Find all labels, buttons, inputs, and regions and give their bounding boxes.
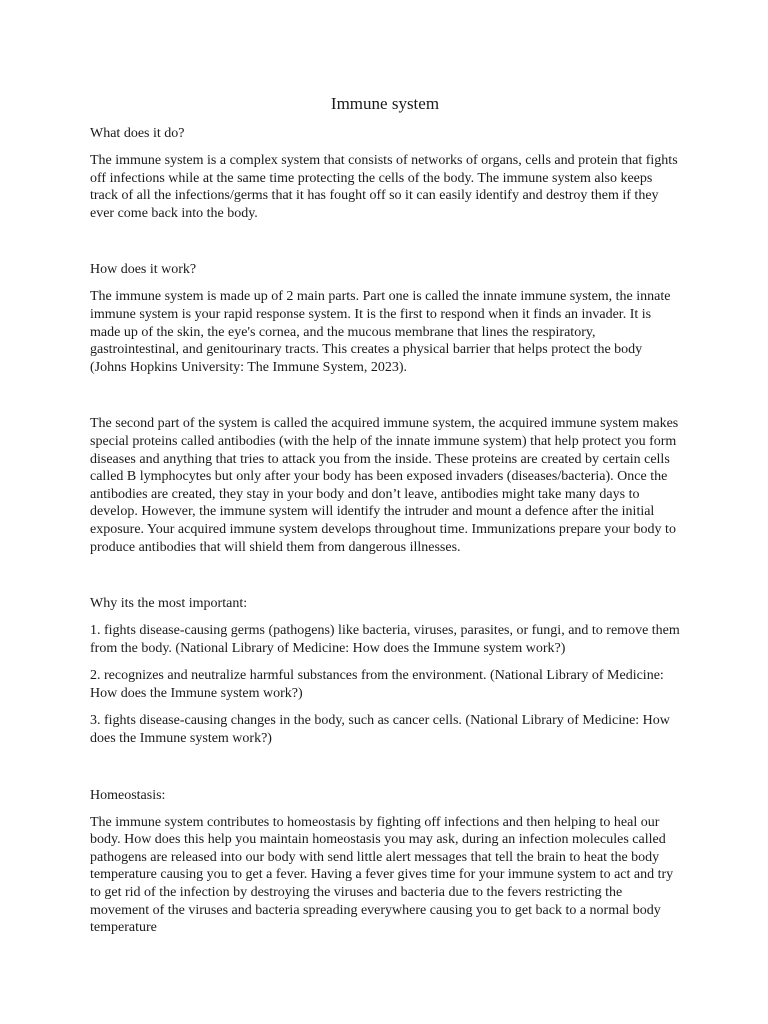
blank-line	[90, 758, 680, 787]
document-page	[90, 92, 680, 947]
paragraph-homeostasis: The immune system contributes to homeostasis by fighting off infections and then helping to heal our body. How does this help you maintain homeostasis you may ask, during an infection molecules called pathogens are released into our body with send little alert messages that tell the brain to heat the body temperature causing you to get a fever. Having a fever gives time for your immune system to act and try to get rid of the infection by destroying the viruses and bacteria due to the fevers restricting the movement of the viruses and bacteria spreading everywhere causing you to get back to a normal body temperature	[90, 814, 674, 936]
section-heading-what: What does it do?	[90, 126, 185, 141]
paragraph-how-acquired: The second part of the system is called the acquired immune system, the acquired immune system makes special proteins called antibodies (with the help of the innate immune system) that help protect you form diseases and anything that tries to attack you from the inside. These proteins are created by certain cells called B lymphocytes but only after your body has been exposed invaders (diseases/bacteria). Once the antibodies are created, they stay in your body and don’t leave, antibodies might take many days to develop. However, the immune system will identify the intruder and mount a defence after the initial exposure. Your acquired immune system develops throughout time. Immunizations prepare your body to produce antibodies that will shield them from dangerous illnesses.	[90, 416, 679, 555]
paragraph-what: The immune system is a complex system that consists of networks of organs, cells and protein that fights off infections while at the same time protecting the cells of the body. The immune system also keeps track of all the infections/germs that it has fought off so it can easily identify and destroy them if they ever come back into the body.	[90, 153, 678, 221]
blank-line	[90, 566, 680, 595]
section-heading-homeostasis: Homeostasis:	[90, 787, 166, 803]
section-heading-how: How does it work?	[90, 262, 197, 278]
blank-line	[90, 232, 680, 261]
document-title: Immune system	[330, 94, 440, 113]
importance-item-2: 2. recognizes and neutralize harmful substances from the environment. (National Library of Medicine: How does the Immune system work?)	[90, 668, 664, 701]
importance-item-1: 1. fights disease-causing germs (pathogens) like bacteria, viruses, parasites, or fungi, and to remove them from the body. (National Library of Medicine: How does the Immune system work?)	[90, 623, 680, 656]
blank-line	[90, 386, 680, 415]
section-heading-importance: Why its the most important:	[90, 596, 248, 612]
importance-item-3: 3. fights disease-causing changes in the body, such as cancer cells. (National Library of Medicine: How does the Immune system work?)	[90, 713, 670, 747]
paragraph-how-innate: The immune system is made up of 2 main parts. Part one is called the innate immune system, the innate immune system is your rapid response system. It is the first to respond when it finds an invader. It is made up of the skin, the eye's cornea, and the mucous membrane that lines the respiratory, gastrointestinal, and genitourinary tracts. This creates a physical barrier that helps protect the body (Johns Hopkins University: The Immune System, 2023).	[90, 289, 671, 375]
